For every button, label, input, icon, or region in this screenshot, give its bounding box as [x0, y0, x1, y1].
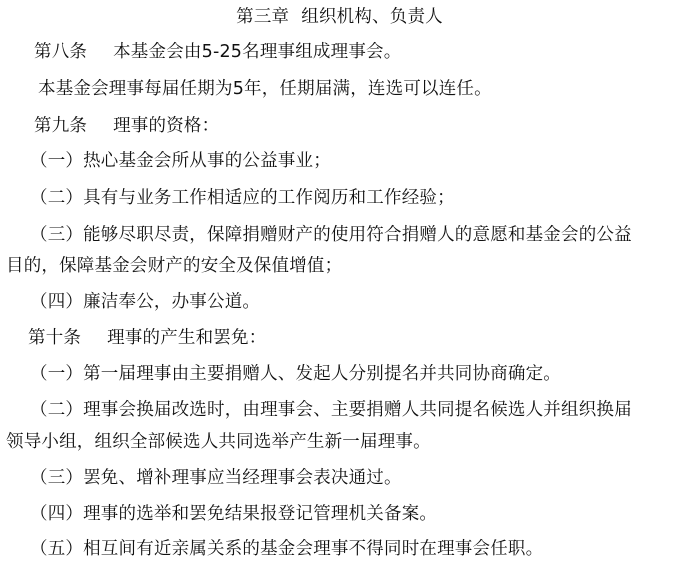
- article-9-item-4: （四）廉洁奉公，办事公道。: [30, 292, 261, 312]
- article-10-item-2-line-1: （二）理事会换届改选时，由理事会、主要捐赠人共同提名候选人并组织换届: [30, 400, 632, 420]
- article-9-item-3-line-2: 目的，保障基金会财产的安全及保值增值；: [6, 256, 343, 276]
- article-9-label: 第九条: [34, 116, 88, 136]
- article-9-heading: [34, 115, 219, 137]
- article-8-heading: [34, 41, 401, 63]
- article-9-item-3-line-1: （三）能够尽职尽责，保障捐赠财产的使用符合捐赠人的意愿和基金会的公益: [30, 225, 632, 245]
- article-10-item-2-line-2: 领导小组，组织全部候选人共同选举产生新一届理事。: [6, 432, 431, 452]
- article-9-text: 理事的资格：: [113, 116, 220, 136]
- article-9-item-1: （一）热心基金会所从事的公益事业；: [30, 151, 331, 171]
- article-10-text: 理事的产生和罢免：: [107, 328, 267, 348]
- chapter-number: 第三章: [236, 7, 290, 27]
- article-10-item-5: （五）相互间有近亲属关系的基金会理事不得同时在理事会任职。: [30, 539, 544, 559]
- chapter-title: 组织机构、负责人: [301, 7, 443, 27]
- article-10-item-3: （三）罢免、增补理事应当经理事会表决通过。: [30, 468, 402, 488]
- article-8-label: 第八条: [34, 42, 88, 62]
- article-10-item-1: （一）第一届理事由主要捐赠人、发起人分别提名并共同协商确定。: [30, 364, 561, 384]
- chapter-heading: [0, 6, 679, 28]
- article-10-label: 第十条: [28, 328, 82, 348]
- article-8-paragraph-2: 本基金会理事每届任期为5年，任期届满，连选可以连任。: [38, 79, 492, 99]
- article-10-item-4: （四）理事的选举和罢免结果报登记管理机关备案。: [30, 504, 438, 524]
- article-9-item-2: （二）具有与业务工作相适应的工作阅历和工作经验；: [30, 188, 455, 208]
- article-10-heading: [28, 327, 266, 349]
- article-8-text: 本基金会由5-25名理事组成理事会。: [113, 42, 402, 62]
